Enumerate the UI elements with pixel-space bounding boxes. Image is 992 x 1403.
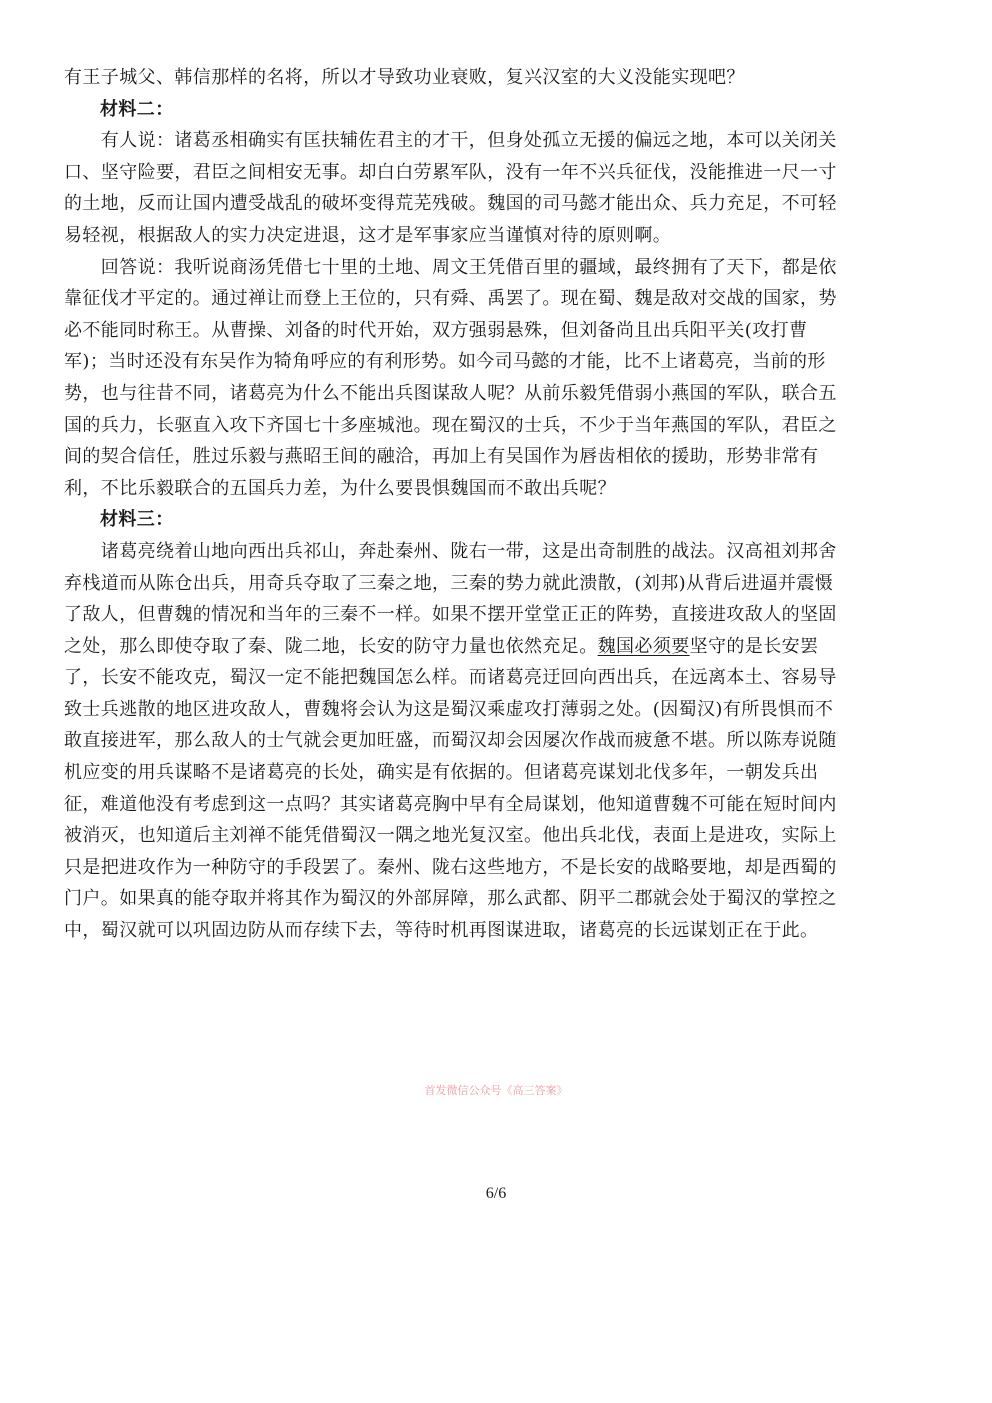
text-line: 靠征伐才平定的。通过禅让而登上王位的，只有舜、禹罢了。现在蜀、魏是敌对交战的国家，势 [64, 288, 837, 310]
text-line: 只是把进攻作为一种防守的手段罢了。秦州、陇右这些地方，不是长安的战略要地，却是西蜀的 [64, 856, 837, 878]
text-line: 致士兵逃散的地区进攻敌人，曹魏将会认为这是蜀汉乘虚攻打薄弱之处。(因蜀汉)有所畏惧而不 [64, 698, 834, 720]
text-line: 有人说：诸葛丞相确实有匡扶辅佐君主的才干，但身处孤立无援的偏远之地，本可以关闭关 [64, 130, 837, 152]
text-line: 诸葛亮绕着山地向西出兵祁山，奔赴秦州、陇右一带，这是出奇制胜的战法。汉高祖刘邦舍 [64, 540, 837, 562]
text-line: 机应变的用兵谋略不是诸葛亮的长处，确实是有依据的。但诸葛亮谋划北伐多年，一朝发兵出 [64, 762, 819, 784]
text-line: 被消灭，也知道后主刘禅不能凭借蜀汉一隅之地光复汉室。他出兵北伐，表面上是进攻，实际上 [64, 825, 837, 847]
text-line-with-underline [64, 631, 932, 663]
text-segment: 之处，那么即使夺取了秦、陇二地，长安的防守力量也依然充足。 [64, 635, 598, 657]
text-segment: 坚守的是长安罢 [689, 635, 819, 657]
text-line: 军)；当时还没有东吴作为犄角呼应的有利形势。如今司马懿的才能，比不上诸葛亮，当前的形 [64, 351, 826, 373]
page-number: 6/6 [485, 1185, 507, 1202]
material3-heading: 材料三： [100, 509, 174, 531]
material2-heading: 材料二： [100, 98, 174, 120]
text-line: 必不能同时称王。从曹操、刘备的时代开始，双方强弱悬殊，但刘备尚且出兵阳平关(攻打曹 [64, 319, 808, 341]
text-line: 回答说：我听说商汤凭借七十里的土地、周文王凭借百里的疆域，最终拥有了天下，都是依 [64, 256, 837, 278]
material3-text [64, 536, 932, 947]
text-line: 国的兵力，长驱直入攻下齐国七十多座城池。现在蜀汉的士兵，不少于当年燕国的军队，君臣之 [64, 414, 837, 436]
text-line: 间的契合信任，胜过乐毅与燕昭王间的融洽，再加上有吴国作为唇齿相依的援助，形势非常有 [64, 446, 819, 468]
text-line: 易轻视，根据敌人的实力决定进退，这才是军事家应当谨慎对待的原则啊。 [64, 224, 672, 246]
underlined-phrase: 魏国必须要 [597, 635, 690, 657]
watermark: 首发微信公众号《高三答案》 [424, 1084, 568, 1097]
text-line: 口、坚守险要，君臣之间相安无事。却白白劳累军队，没有一年不兴兵征伐，没能推进一尺一寸 [64, 161, 837, 183]
text-line: 了敌人，但曹魏的情况和当年的三秦不一样。如果不摆开堂堂正正的阵势，直接进攻敌人的坚固 [64, 604, 837, 626]
text-line: 门户。如果真的能夺取并将其作为蜀汉的外部屏障，那么武都、阴平二郡就会处于蜀汉的掌控之 [64, 888, 837, 910]
text-line: 弃栈道而从陈仓出兵，用奇兵夺取了三秦之地，三秦的势力就此溃散，(刘邦)从背后进逼并震慑 [64, 572, 834, 594]
text-line: 征，难道他没有考虑到这一点吗？其实诸葛亮胸中早有全局谋划，他知道曹魏不可能在短时间内 [64, 793, 837, 815]
text-line: 敢直接进军，那么敌人的士气就会更加旺盛，而蜀汉却会因屡次作战而疲惫不堪。所以陈寿说随 [64, 730, 837, 752]
text-line: 的土地，反而让国内遭受战乱的破坏变得荒芜残破。魏国的司马懿才能出众、兵力充足，不可轻 [64, 193, 837, 215]
text-line: 利，不比乐毅联合的五国兵力差，为什么要畏惧魏国而不敢出兵呢？ [64, 477, 616, 499]
text-line: 了，长安不能攻克，蜀汉一定不能把魏国怎么样。而诸葛亮迂回向西出兵，在远离本土、容易导 [64, 667, 837, 689]
text-line: 势，也与往昔不同，诸葛亮为什么不能出兵图谋敌人呢？从前乐毅凭借弱小燕国的军队，联合五 [64, 382, 837, 404]
intro-line: 有王子城父、韩信那样的名将，所以才导致功业衰败，复兴汉室的大义没能实现吧？ [64, 67, 745, 88]
text-line: 中，蜀汉就可以巩固边防从而存续下去，等待时机再图谋进取，诸葛亮的长远谋划正在于此。 [64, 920, 819, 942]
document-body [64, 62, 932, 947]
material2-text [64, 125, 932, 504]
